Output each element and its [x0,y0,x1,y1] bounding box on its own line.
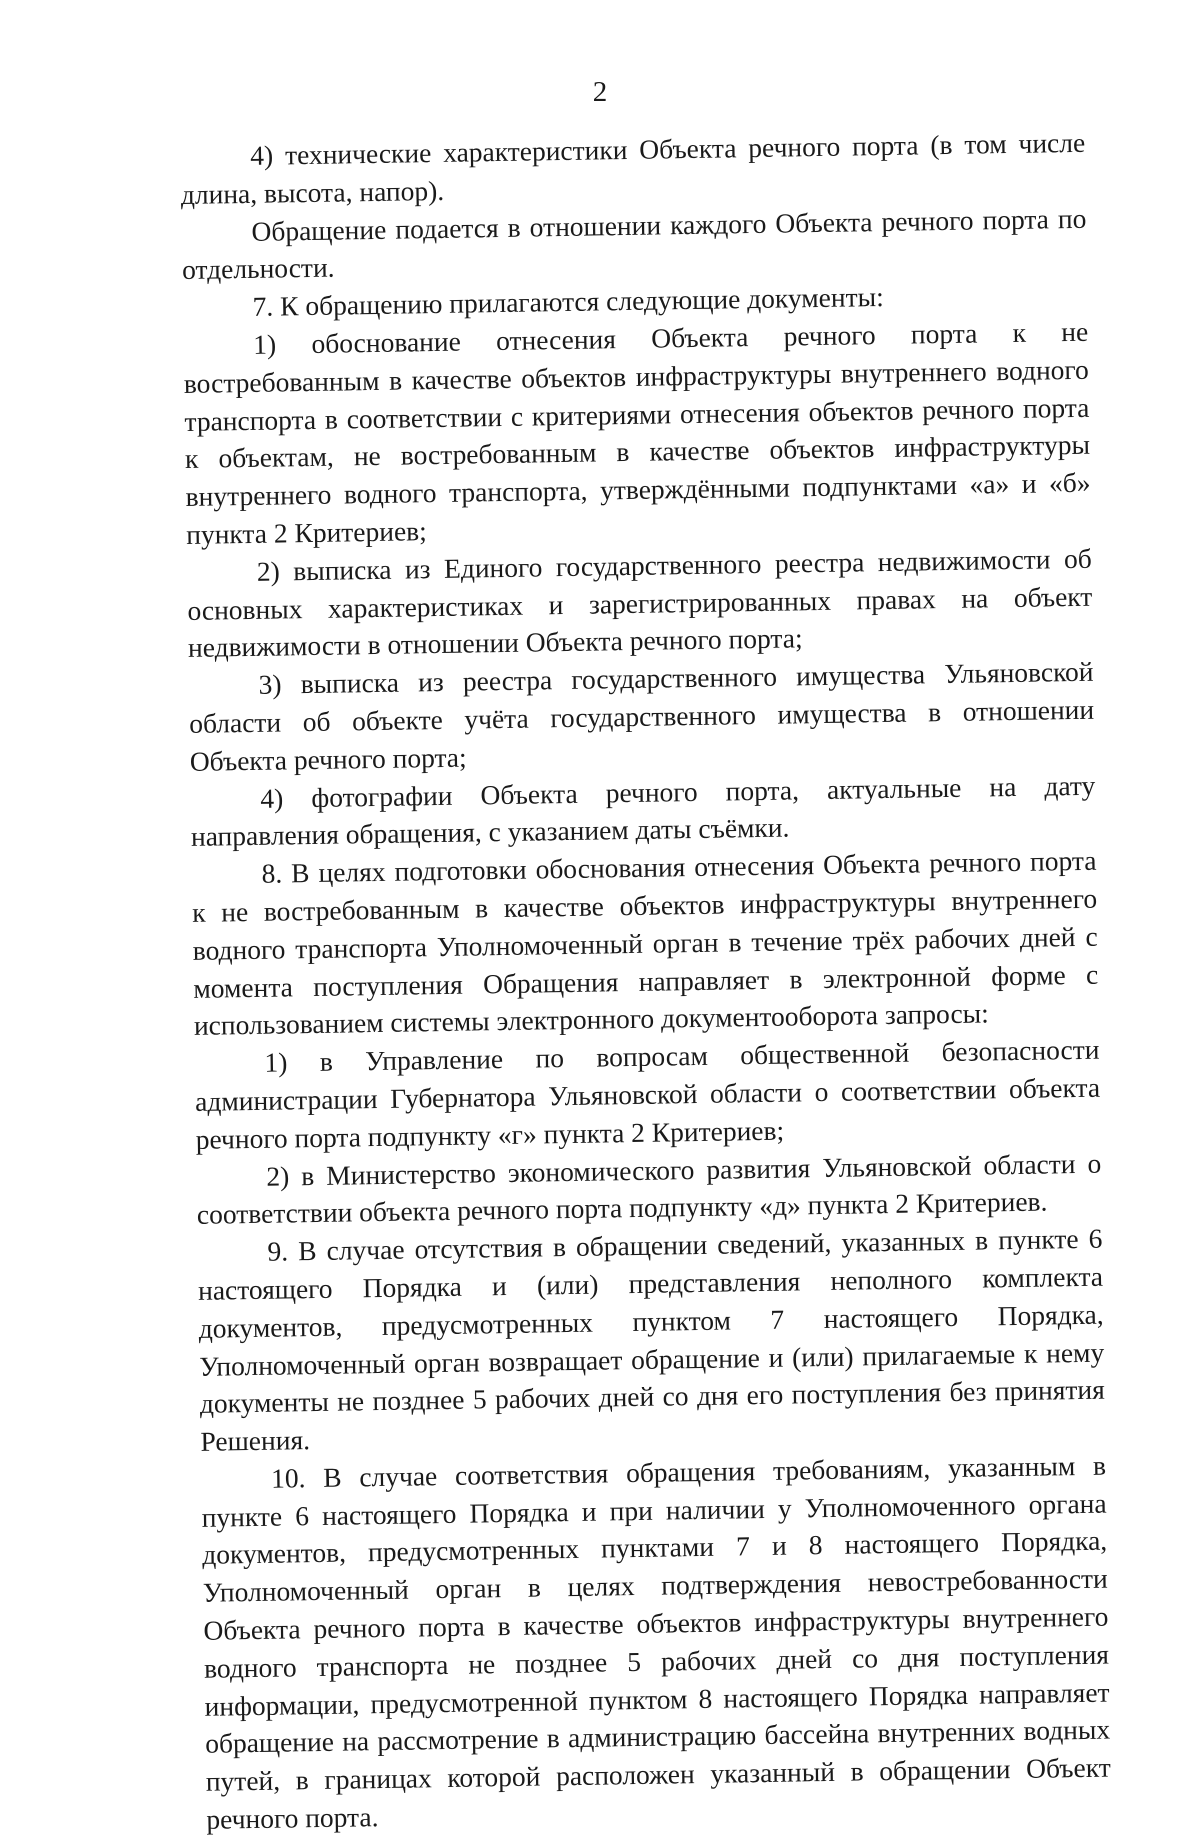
paragraph-7-2-registry-extract: 2) выписка из Единого государственного реестра недвижимости об основных характеристиках и зарегистрированных правах на объект недвижимости в отношении Объекта речного порта; [187,542,1093,664]
paragraph-7-3-property-extract: 3) выписка из реестра государственного имущества Ульяновской области об объекте учёта государственного имущества в отношении Объекта речного порта; [188,655,1095,777]
paragraph-7-4-photos: 4) фотографии Объекта речного порта, актуальные на дату направления обращения, с указанием даты съёмки. [190,769,1096,853]
paragraph-8-requests: 8. В целях подготовки обоснования отнесения Объекта речного порта к не востребованным в качестве объектов инфраструктуры внутреннего водного транспорта Уполномоченный орган в течение трёх рабочих дней с момента поступления Обращения направляет в электронной форме с использованием системы электронного документооборота запросы: [191,844,1099,1042]
paragraph-separate-request: Обращение подается в отношении каждого Объекта речного порта по отдельности. [181,202,1087,286]
paragraph-9-return: 9. В случае отсутствия в обращении сведений, указанных в пункте 6 настоящего Порядка и (или) представления неполного комплекта документов, предусмотренных пунктом 7 настоящего Порядка, Уполномоченный орган возвращает обращение и (или) прилагаемые к нему документы не позднее 5 рабочих дней со дня его поступления без принятия Решения. [197,1222,1106,1457]
page-number: 2 [592,76,608,108]
paragraph-7-documents: 7. К обращению прилагаются следующие документы: [252,281,884,323]
paragraph-8-2-economy-ministry: 2) в Министерство экономического развития Ульяновской области о соответствии объекта речного порта подпункту «д» пункта 2 Критериев. [196,1147,1102,1231]
paragraph-8-1-security-department: 1) в Управление по вопросам общественной безопасности администрации Губернатора Ульяновской области о соответствии объекта речного порта подпункту «г» пункта 2 Критериев; [194,1033,1101,1155]
paragraph-10-review: 10. В случае соответствия обращения требованиям, указанным в пункте 6 настоящего Порядка и при наличии у Уполномоченного органа документов, предусмотренных пунктами 7 и 8 настоящего Порядка, Уполномоченный орган в целях подтверждения невостребованности Объекта речного порта в качестве объектов инфраструктуры внутреннего водного транспорта не позднее 5 рабочих дней со дня поступления информации, предусмотренной пунктом 8 настоящего Порядка направляет обращение на рассмотрение в администрацию бассейна внутренних водных путей, в границах которой расположен указанный в обращении Объект речного порта. [201,1449,1111,1835]
document-body [180,124,1112,1839]
paragraph-item-4-characteristics: 4) технические характеристики Объекта речного порта (в том числе длина, высота, напор). [180,126,1086,210]
paragraph-7-1-justification: 1) обоснование отнесения Объекта речного порта к не востребованным в качестве объектов инфраструктуры внутреннего водного транспорта в соответствии с критериями отнесения объектов речного порта к объектам, не востребованным в качестве объектов инфраструктуры внутреннего водного транспорта, утверждёнными подпунктами «а» и «б» пункта 2 Критериев; [183,315,1091,550]
